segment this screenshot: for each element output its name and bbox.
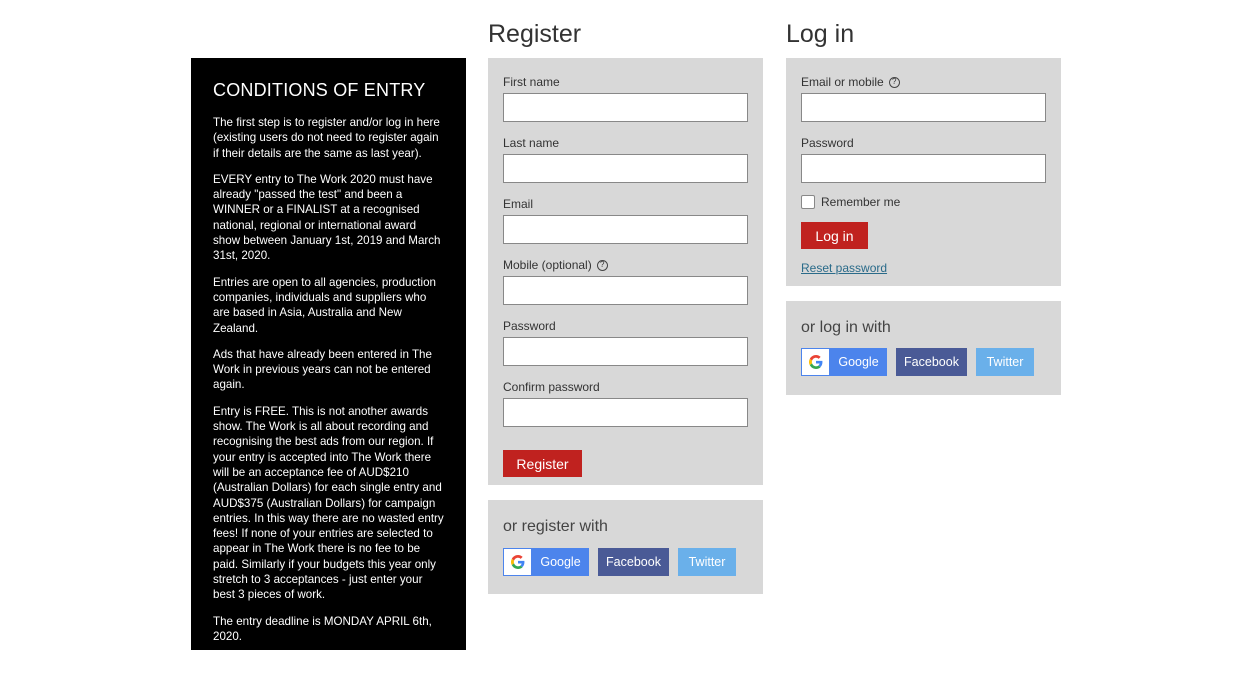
- register-facebook-button[interactable]: Facebook: [598, 548, 669, 576]
- help-icon[interactable]: ?: [889, 77, 900, 88]
- login-form: [786, 58, 1061, 286]
- google-logo-icon: [802, 349, 829, 375]
- confirm-password-input[interactable]: [503, 398, 748, 427]
- last-name-field: [503, 135, 748, 183]
- confirm-password-label: Confirm password: [503, 380, 600, 394]
- email-field: [503, 196, 748, 244]
- email-mobile-field: [801, 74, 1046, 122]
- conditions-paragraph: EVERY entry to The Work 2020 must have already "passed the test" and been a WINNER or a FINALIST at a recognised national, regional or international award show between January 1st, 2019 and March 31st, 2020.: [213, 172, 441, 263]
- remember-me-checkbox[interactable]: [801, 195, 815, 209]
- login-twitter-button[interactable]: Twitter: [976, 348, 1034, 376]
- reset-password-row: [801, 259, 1046, 277]
- mobile-label-row: [503, 257, 748, 273]
- login-google-button[interactable]: [801, 348, 887, 376]
- register-button[interactable]: Register: [503, 450, 582, 477]
- register-google-button[interactable]: [503, 548, 589, 576]
- login-email-input[interactable]: [801, 93, 1046, 122]
- mobile-input[interactable]: [503, 276, 748, 305]
- conditions-paragraph: Ads that have already been entered in The Work in previous years can not be entered again.: [213, 347, 432, 392]
- login-button[interactable]: Log in: [801, 222, 868, 249]
- login-social-title: or log in with: [801, 319, 891, 336]
- login-password-label: Password: [801, 136, 854, 150]
- first-name-field: [503, 74, 748, 122]
- conditions-title: CONDITIONS OF ENTRY: [213, 80, 426, 100]
- email-label: Email: [503, 197, 534, 211]
- last-name-label: Last name: [503, 136, 560, 150]
- password-input[interactable]: [503, 337, 748, 366]
- login-password-field: [801, 135, 1046, 183]
- conditions-paragraph: Entries are open to all agencies, production companies, individuals and suppliers who are based in Asia, Australia and New Zealand.: [213, 275, 436, 335]
- register-form: [488, 58, 763, 485]
- confirm-password-field: [503, 379, 748, 427]
- conditions-paragraph: The entry deadline is MONDAY APRIL 6th, 2020.: [213, 614, 432, 643]
- conditions-paragraph: Entry is FREE. This is not another awards show. The Work is all about recording and recognising the best ads from our region. If your entry is accepted into The Work there will be an acceptance fee of AUD$210 (Australian Dollars) for each single entry and AUD$375 (Australian Dollars) for campaign entries. In this way there are no wasted entry fees! If none of your entries are selected to appear in The Work there is no fee to be paid. Similarly if your budgets this year only stretch to 3 acceptances - just enter your best 3 pieces of work.: [213, 404, 444, 602]
- mobile-label: Mobile (optional): [503, 258, 592, 272]
- password-label: Password: [503, 319, 556, 333]
- remember-me-row: [801, 195, 1046, 209]
- last-name-input[interactable]: [503, 154, 748, 183]
- register-social-panel: [488, 500, 763, 594]
- conditions-panel: [191, 58, 466, 650]
- help-icon[interactable]: ?: [597, 260, 608, 271]
- register-twitter-button[interactable]: Twitter: [678, 548, 736, 576]
- remember-me-label[interactable]: Remember me: [821, 195, 901, 209]
- register-social-buttons: [503, 548, 748, 576]
- reset-password-link[interactable]: Reset password: [801, 261, 888, 275]
- first-name-label: First name: [503, 75, 560, 89]
- login-social-buttons: [801, 348, 1046, 376]
- conditions-paragraph: The first step is to register and/or log in here (existing users do not need to register again if their details are the same as last year).: [213, 116, 440, 160]
- login-title: Log in: [786, 20, 855, 48]
- password-field: [503, 318, 748, 366]
- login-password-input[interactable]: [801, 154, 1046, 183]
- email-mobile-label: Email or mobile: [801, 75, 884, 89]
- mobile-field: [503, 257, 748, 305]
- register-social-title: or register with: [503, 518, 608, 535]
- email-input[interactable]: [503, 215, 748, 244]
- login-facebook-button[interactable]: Facebook: [896, 348, 967, 376]
- login-social-panel: [786, 301, 1061, 395]
- google-logo-icon: [504, 549, 531, 575]
- first-name-input[interactable]: [503, 93, 748, 122]
- email-mobile-label-row: [801, 74, 1046, 90]
- google-label: Google: [540, 555, 581, 569]
- google-label: Google: [838, 355, 879, 369]
- register-title: Register: [488, 20, 582, 48]
